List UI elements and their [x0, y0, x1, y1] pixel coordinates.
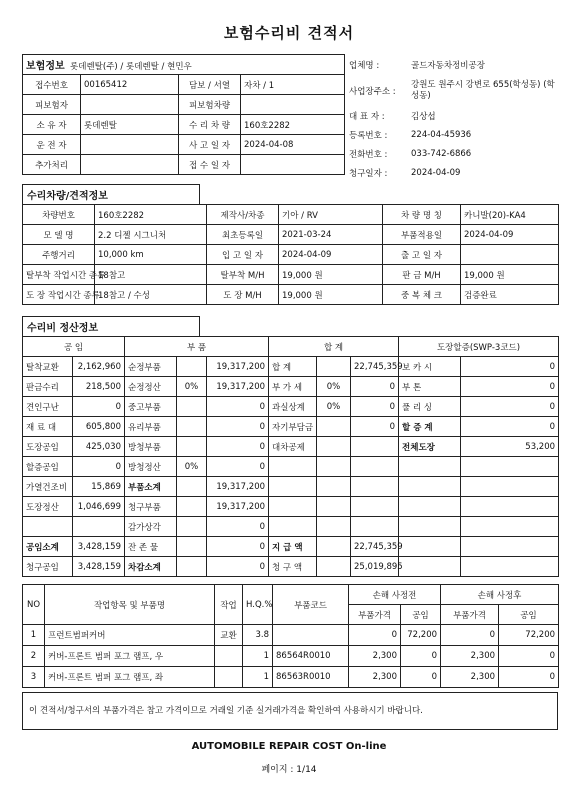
label: 접수번호: [23, 75, 81, 95]
header-cell: NO: [23, 585, 45, 625]
header-cell: 부품가격: [441, 605, 499, 625]
value: 2024-04-08: [241, 135, 345, 155]
cell-label: 차감소계: [125, 557, 177, 577]
cell-value: [317, 457, 351, 477]
header-cell: 작업항목 및 부품명: [45, 585, 215, 625]
label: 피보험차량: [179, 95, 241, 115]
settle-header-row: [23, 337, 559, 357]
header-cell: 작업: [215, 585, 243, 625]
item-cell: 교환: [215, 625, 243, 646]
item-cell: 1: [243, 646, 273, 667]
cell-value: [317, 537, 351, 557]
cell-label: 방청정산: [125, 457, 177, 477]
value: 18참고 / 수성: [95, 285, 207, 305]
value: 2024-04-09: [411, 167, 461, 178]
header-cell: 공임: [401, 605, 441, 625]
cell-label: 19,317,200: [207, 377, 269, 397]
header-cell: 손해 사정후: [441, 585, 559, 605]
cell-label: 보 카 시: [399, 357, 461, 377]
table-row: [23, 497, 559, 517]
value: 2024-04-09: [279, 245, 383, 265]
cell-label: 방청부품: [125, 437, 177, 457]
page-number: 페이지 : 1/14: [261, 765, 317, 775]
cell-value: [177, 537, 207, 557]
label: 피보험자: [23, 95, 81, 115]
value: 224-04-45936: [411, 129, 472, 140]
cell-value: 0%: [317, 397, 351, 417]
item-cell: 0: [401, 646, 441, 667]
cell-value: [317, 357, 351, 377]
value: [241, 95, 345, 115]
value: 10,000 km: [95, 245, 207, 265]
header-cell: H.Q.%: [243, 585, 273, 625]
cell-value: 자기부담금: [269, 417, 317, 437]
label: 추가처리: [23, 155, 81, 175]
cell-value: [177, 517, 207, 537]
insurance-title: 보험정보: [26, 61, 65, 72]
value: 160호2282: [241, 115, 345, 135]
cell-value: [317, 417, 351, 437]
label: 모 델 명: [23, 225, 95, 245]
item-cell: 86563R0010: [273, 667, 349, 688]
shop-section: [346, 54, 558, 182]
label: 소 유 자: [23, 115, 81, 135]
table-row: [23, 517, 559, 537]
cell-label: 도장정산: [23, 497, 73, 517]
cell-value: 지 급 액: [269, 537, 317, 557]
value: 롯데렌탈: [81, 115, 179, 135]
value: 카니발(20)-KA4: [461, 205, 559, 225]
cell-label: 0: [207, 437, 269, 457]
cell-value: 22,745,359: [351, 357, 399, 377]
table-row: [23, 557, 559, 577]
cell-label: 유리부품: [125, 417, 177, 437]
cell-value: [317, 557, 351, 577]
cell-label: 순정부품: [125, 357, 177, 377]
label: 탈부착 M/H: [207, 265, 279, 285]
cell-value: 3,428,159: [73, 537, 125, 557]
cell-value: [177, 477, 207, 497]
item-cell: 2,300: [441, 646, 499, 667]
label: 도 장 M/H: [207, 285, 279, 305]
cell-label: 19,317,200: [207, 477, 269, 497]
items-section: [22, 584, 559, 688]
value: 2021-03-24: [279, 225, 383, 245]
item-cell: 커버-프론트 범퍼 포그 램프, 좌: [45, 667, 215, 688]
cell-label: 0: [207, 457, 269, 477]
cell-value: 과실상계: [269, 397, 317, 417]
label: 청구일자 :: [349, 168, 388, 179]
cell-label: 견인구난: [23, 397, 73, 417]
cell-label: [399, 517, 461, 537]
cell-value: 0: [461, 417, 559, 437]
value: 19,000 원: [279, 265, 383, 285]
cell-value: 218,500: [73, 377, 125, 397]
cell-value: [351, 477, 399, 497]
settle-section: [22, 316, 559, 577]
cell-label: [23, 517, 73, 537]
table-row: [23, 285, 559, 305]
value: 033-742-6866: [411, 148, 472, 159]
table-row: [23, 417, 559, 437]
header-cell: 도장할증(SWP-3코드): [399, 337, 559, 357]
item-cell: 0: [441, 625, 499, 646]
table-row: [23, 397, 559, 417]
table-row: [23, 205, 559, 225]
cell-value: [269, 497, 317, 517]
cell-value: 0%: [177, 377, 207, 397]
cell-label: 잔 존 물: [125, 537, 177, 557]
label: 도 장 작업시간 종류: [23, 285, 95, 305]
value: 19,000 원: [279, 285, 383, 305]
table-row: [23, 625, 559, 646]
header-cell: 부품가격: [349, 605, 401, 625]
item-cell: 커버-프론트 범퍼 포그 램프, 우: [45, 646, 215, 667]
cell-value: [317, 497, 351, 517]
cell-value: 0: [461, 357, 559, 377]
cell-label: 부품소계: [125, 477, 177, 497]
cell-label: 0: [207, 557, 269, 577]
cell-value: 0: [351, 417, 399, 437]
cell-value: 0%: [317, 377, 351, 397]
table-row: [23, 135, 345, 155]
label: 운 전 자: [23, 135, 81, 155]
item-cell: 72,200: [401, 625, 441, 646]
label: 사업장주소 :: [349, 87, 396, 97]
cell-value: [317, 517, 351, 537]
label: 차량번호: [23, 205, 95, 225]
cell-label: 19,317,200: [207, 497, 269, 517]
cell-label: 청구부품: [125, 497, 177, 517]
document-title: 보험수리비 견적서: [223, 24, 355, 42]
cell-value: [269, 517, 317, 537]
cell-value: 대차공제: [269, 437, 317, 457]
label: 수 리 차 량: [179, 115, 241, 135]
item-cell: 0: [401, 667, 441, 688]
cell-value: [351, 517, 399, 537]
label: 입 고 일 자: [207, 245, 279, 265]
table-row: [23, 667, 559, 688]
settle-title: 수리비 정산정보: [22, 316, 200, 336]
label: 제작사/차종: [207, 205, 279, 225]
value: 00165412: [81, 75, 179, 95]
cell-label: 탈착교환: [23, 357, 73, 377]
cell-value: 605,800: [73, 417, 125, 437]
cell-value: [461, 457, 559, 477]
notice-text: 이 견적서/청구서의 부품가격은 참고 가격이므로 거래일 기준 실거래가격을 확인하여 사용하시기 바랍니다.: [29, 706, 423, 716]
item-cell: 72,200: [499, 625, 559, 646]
cell-value: 22,745,359: [351, 537, 399, 557]
cell-value: [461, 477, 559, 497]
cell-label: [399, 497, 461, 517]
table-row: [23, 537, 559, 557]
vehicle-title: 수리차량/견적정보: [22, 184, 200, 204]
item-cell: 0: [499, 667, 559, 688]
item-cell: 3.8: [243, 625, 273, 646]
cell-label: 할 증 계: [399, 417, 461, 437]
label: 최초등록일: [207, 225, 279, 245]
table-row: [23, 155, 345, 175]
cell-label: 19,317,200: [207, 357, 269, 377]
cell-value: 청 구 액: [269, 557, 317, 577]
cell-value: [461, 517, 559, 537]
cell-value: [461, 557, 559, 577]
cell-label: [399, 457, 461, 477]
item-cell: [215, 667, 243, 688]
cell-value: [351, 497, 399, 517]
cell-label: 풀 리 싱: [399, 397, 461, 417]
item-cell: 3: [23, 667, 45, 688]
label: 탈부착 작업시간 종류: [23, 265, 95, 285]
table-row: [23, 477, 559, 497]
label: 부품적용일: [383, 225, 461, 245]
cell-label: 0: [207, 397, 269, 417]
value: 검증완료: [461, 285, 559, 305]
value: 기아 / RV: [279, 205, 383, 225]
cell-label: 0: [207, 537, 269, 557]
table-row: [23, 377, 559, 397]
label: 중 복 체 크: [383, 285, 461, 305]
header-cell: 합 계: [269, 337, 399, 357]
item-cell: 1: [243, 667, 273, 688]
cell-label: 전체도장: [399, 437, 461, 457]
cell-label: [399, 477, 461, 497]
cell-value: 0: [73, 457, 125, 477]
header-cell: 공임: [499, 605, 559, 625]
cell-value: 0: [351, 377, 399, 397]
footer-title: AUTOMOBILE REPAIR COST On-line: [191, 741, 387, 752]
label: 업체명 :: [349, 61, 380, 71]
label: 주행거리: [23, 245, 95, 265]
value: [81, 155, 179, 175]
cell-label: [399, 537, 461, 557]
cell-value: 부 가 세: [269, 377, 317, 397]
table-row: [23, 265, 559, 285]
item-cell: 프런트범퍼커버: [45, 625, 215, 646]
cell-label: [399, 557, 461, 577]
insurance-header-value: 롯데렌탈(주) / 롯데렌탈 / 현민우: [70, 62, 192, 72]
value: 강원도 원주시 강변로 655(학성동) (학성동): [411, 80, 555, 101]
label: 사 고 일 자: [179, 135, 241, 155]
label: 전화번호 :: [349, 149, 388, 160]
cell-value: 0%: [177, 457, 207, 477]
label: 차 량 명 칭: [383, 205, 461, 225]
cell-value: [269, 477, 317, 497]
cell-label: 재 료 대: [23, 417, 73, 437]
settle-table: [22, 336, 559, 577]
cell-value: 425,030: [73, 437, 125, 457]
cell-value: 15,869: [73, 477, 125, 497]
label: 접 수 일 자: [179, 155, 241, 175]
item-cell: 2,300: [441, 667, 499, 688]
value: [81, 95, 179, 115]
insurance-table: [22, 54, 345, 175]
cell-value: 0: [351, 397, 399, 417]
cell-label: 부 톤: [399, 377, 461, 397]
vehicle-section: [22, 184, 559, 305]
item-cell: 0: [499, 646, 559, 667]
cell-label: 가열건조비: [23, 477, 73, 497]
cell-value: 25,019,895: [351, 557, 399, 577]
cell-label: 할증공임: [23, 457, 73, 477]
table-row: [23, 115, 345, 135]
cell-value: [177, 417, 207, 437]
cell-value: 0: [461, 377, 559, 397]
header-cell: 부 품: [125, 337, 269, 357]
insurance-section: [22, 54, 345, 175]
cell-value: [317, 437, 351, 457]
item-cell: [215, 646, 243, 667]
cell-value: [73, 517, 125, 537]
cell-value: [269, 457, 317, 477]
table-row: [23, 95, 345, 115]
cell-label: 도장공임: [23, 437, 73, 457]
cell-value: [461, 537, 559, 557]
item-cell: [273, 625, 349, 646]
value: 2024-04-09: [461, 225, 559, 245]
cell-value: [177, 397, 207, 417]
cell-value: 1,046,699: [73, 497, 125, 517]
cell-value: [317, 477, 351, 497]
value: 19,000 원: [461, 265, 559, 285]
table-row: [23, 437, 559, 457]
cell-value: 53,200: [461, 437, 559, 457]
value: [461, 245, 559, 265]
value: 2.2 디젤 시그니처: [95, 225, 207, 245]
cell-value: 0: [73, 397, 125, 417]
item-cell: 2,300: [349, 646, 401, 667]
cell-value: 0: [461, 397, 559, 417]
cell-label: 공임소계: [23, 537, 73, 557]
header-cell: 공 임: [23, 337, 125, 357]
cell-value: [461, 497, 559, 517]
header-cell: 손해 사정전: [349, 585, 441, 605]
table-row: [23, 245, 559, 265]
value: 자차 / 1: [241, 75, 345, 95]
cell-value: [351, 437, 399, 457]
table-row: [23, 646, 559, 667]
header-cell: 부품코드: [273, 585, 349, 625]
value: [241, 155, 345, 175]
cell-value: [177, 557, 207, 577]
table-row: [23, 75, 345, 95]
item-cell: 0: [349, 625, 401, 646]
item-cell: 2,300: [349, 667, 401, 688]
cell-value: [177, 437, 207, 457]
item-cell: 2: [23, 646, 45, 667]
label: 판 금 M/H: [383, 265, 461, 285]
cell-value: [177, 357, 207, 377]
table-row: [23, 357, 559, 377]
cell-value: [177, 497, 207, 517]
value: [81, 135, 179, 155]
cell-label: 0: [207, 517, 269, 537]
items-table: [22, 584, 559, 688]
label: 대 표 자 :: [349, 111, 385, 122]
cell-value: 3,428,159: [73, 557, 125, 577]
value: 160호2282: [95, 205, 207, 225]
label: 담보 / 서열: [179, 75, 241, 95]
cell-value: 2,162,960: [73, 357, 125, 377]
label: 등록번호 :: [349, 130, 388, 141]
value: 골드자동차정비공장: [411, 61, 485, 71]
notice-box: [22, 692, 558, 730]
value: 김상섭: [411, 111, 436, 122]
vehicle-table: [22, 204, 559, 305]
table-row: [23, 457, 559, 477]
cell-label: 청구공임: [23, 557, 73, 577]
cell-value: 합 계: [269, 357, 317, 377]
cell-label: 판금수리: [23, 377, 73, 397]
cell-label: 순정정산: [125, 377, 177, 397]
item-cell: 86564R0010: [273, 646, 349, 667]
cell-label: 감가상각: [125, 517, 177, 537]
cell-value: [351, 457, 399, 477]
value: 18참고: [95, 265, 207, 285]
label: 출 고 일 자: [383, 245, 461, 265]
shop-table: [346, 54, 558, 182]
table-row: [23, 225, 559, 245]
item-cell: 1: [23, 625, 45, 646]
cell-label: 0: [207, 417, 269, 437]
cell-label: 중고부품: [125, 397, 177, 417]
